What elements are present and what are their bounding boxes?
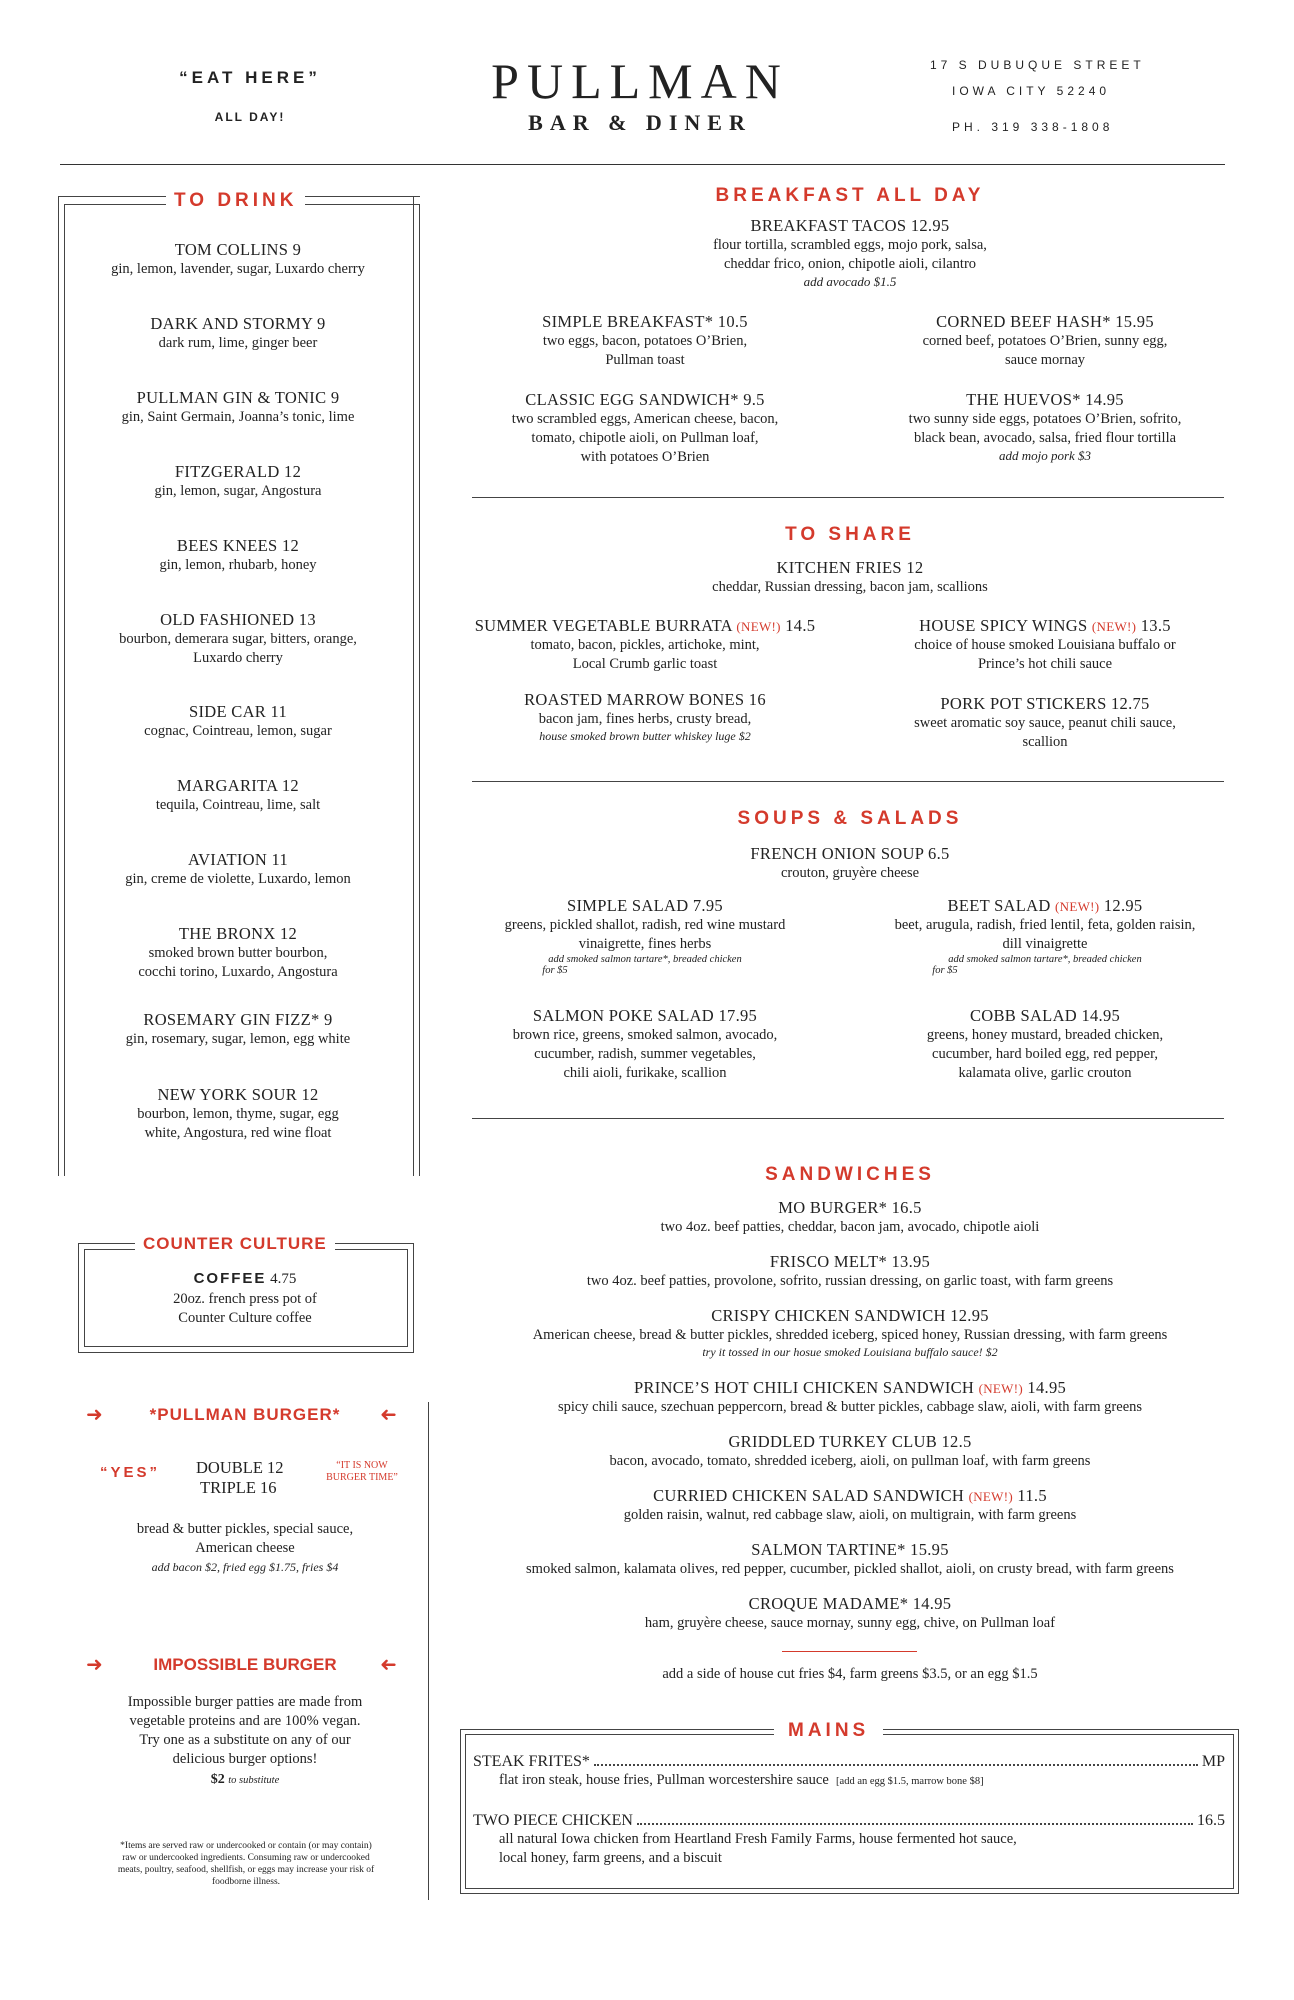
- item-name: CRISPY CHICKEN SANDWICH: [711, 1306, 946, 1325]
- drink-item: [68, 314, 408, 353]
- item-name: BEET SALAD: [947, 896, 1051, 915]
- item-price: 15.95: [910, 1540, 949, 1559]
- item-name: SALMON POKE SALAD: [532, 1006, 715, 1025]
- sandwich-item: [470, 1378, 1230, 1417]
- item-name: TWO PIECE CHICKEN: [473, 1812, 633, 1829]
- drink-name: DARK AND STORMY: [150, 314, 313, 333]
- item-price: 16: [748, 690, 766, 709]
- item-desc: corned beef, potatoes O’Brien, sunny egg,: [922, 333, 1168, 349]
- burger-desc-2: American cheese: [195, 1540, 295, 1556]
- drink-desc: Luxardo cherry: [193, 650, 283, 666]
- item-price: MP: [1201, 1753, 1225, 1770]
- item-desc: Prince’s hot chili sauce: [977, 656, 1113, 672]
- item-name: STEAK FRITES*: [473, 1753, 590, 1770]
- section-divider: [472, 1118, 1224, 1119]
- item-note: [add an egg $1.5, marrow bone $8]: [836, 1776, 984, 1787]
- item-price: 14.95: [1027, 1378, 1067, 1397]
- item-price: 14.95: [912, 1594, 952, 1613]
- item-price: 12.95: [910, 216, 950, 235]
- drink-name: OLD FASHIONED: [160, 610, 295, 629]
- item-name: CROQUE MADAME*: [748, 1594, 909, 1613]
- house-spicy-wings: [870, 616, 1220, 674]
- item-desc: flat iron steak, house fries, Pullman worcestershire sauce: [499, 1772, 829, 1788]
- pork-pot-stickers: [870, 694, 1220, 752]
- item-desc: local honey, farm greens, and a biscuit: [499, 1850, 722, 1866]
- impossible-heading: IMPOSSIBLE BURGER: [153, 1655, 337, 1674]
- breakfast-tacos: [470, 216, 1230, 290]
- coffee-desc-2: Counter Culture coffee: [178, 1310, 312, 1326]
- item-price: 12.95: [1103, 896, 1143, 915]
- item-name: PORK POT STICKERS: [940, 694, 1107, 713]
- impossible-price-note: to substitute: [228, 1775, 280, 1786]
- drink-desc: gin, creme de violette, Luxardo, lemon: [125, 871, 351, 887]
- drink-price: 11: [270, 702, 288, 721]
- drink-name: PULLMAN GIN & TONIC: [136, 388, 327, 407]
- item-desc: chili aioli, furikake, scallion: [563, 1065, 727, 1081]
- drink-name: SIDE CAR: [188, 702, 267, 721]
- coffee-price: 4.75: [270, 1271, 297, 1287]
- item-desc: golden raisin, walnut, red cabbage slaw, aioli, on multigrain, with farm greens: [623, 1507, 1077, 1523]
- dot-leader: [594, 1764, 1198, 1766]
- drink-desc: cognac, Cointreau, lemon, sugar: [144, 723, 332, 739]
- coffee-item: [84, 1270, 406, 1288]
- sandwich-item: [470, 1540, 1230, 1579]
- drink-desc: gin, Saint Germain, Joanna’s tonic, lime: [121, 409, 355, 425]
- drink-item: [68, 1010, 408, 1049]
- item-price: 17.95: [718, 1006, 758, 1025]
- item-price: 7.95: [692, 896, 723, 915]
- sandwich-item: [470, 1432, 1230, 1471]
- item-name: FRENCH ONION SOUP: [750, 844, 924, 863]
- drink-desc: gin, lemon, rhubarb, honey: [159, 557, 317, 573]
- drink-price: 9: [324, 1010, 333, 1029]
- item-name: COBB SALAD: [969, 1006, 1077, 1025]
- item-desc: American cheese, bread & butter pickles, shredded iceberg, spiced honey, Russian dressing, with farm greens: [532, 1327, 1168, 1343]
- item-price: 14.95: [1081, 1006, 1121, 1025]
- burger-triple: TRIPLE 16: [200, 1478, 277, 1497]
- disclaimer-line-1: *Items are served raw or undercooked or contain (or may contain): [120, 1841, 372, 1851]
- item-desc: bacon jam, fines herbs, crusty bread,: [538, 711, 752, 727]
- drink-name: THE BRONX: [178, 924, 276, 943]
- simple-breakfast: [480, 312, 810, 370]
- item-desc: cheddar frico, onion, chipotle aioli, cilantro: [723, 256, 977, 272]
- item-desc: greens, honey mustard, breaded chicken,: [926, 1027, 1164, 1043]
- item-desc: sauce mornay: [1004, 352, 1086, 368]
- french-onion-soup: [470, 844, 1230, 883]
- item-desc: two 4oz. beef patties, provolone, sofrito, russian dressing, on garlic toast, with farm greens: [586, 1273, 1114, 1289]
- dot-leader: [637, 1823, 1193, 1825]
- address-city: IOWA CITY 52240: [952, 84, 1111, 98]
- item-name: SUMMER VEGETABLE BURRATA: [474, 616, 732, 635]
- section-divider: [472, 781, 1224, 782]
- item-note: house smoked brown butter whiskey luge $2: [539, 729, 751, 743]
- burger-time-note-1: “IT IS NOW: [336, 1460, 388, 1471]
- item-desc: all natural Iowa chicken from Heartland Fresh Family Farms, house fermented hot sauce,: [499, 1831, 1017, 1847]
- item-note: for $5: [932, 965, 958, 976]
- item-name: HOUSE SPICY WINGS: [919, 616, 1088, 635]
- phone-number: PH. 319 338-1808: [952, 120, 1114, 134]
- sandwich-item: [470, 1198, 1230, 1237]
- item-desc: dill vinaigrette: [1002, 936, 1088, 952]
- item-price: 15.95: [1115, 312, 1154, 331]
- item-price: 13.5: [1140, 616, 1171, 635]
- item-desc: spicy chili sauce, szechuan peppercorn, bread & butter pickles, cabbage slaw, aioli, with farm greens: [557, 1399, 1143, 1415]
- logo-main: PULLMAN: [491, 53, 789, 109]
- drink-price: 12: [280, 924, 298, 943]
- item-name: PRINCE’S HOT CHILI CHICKEN SANDWICH: [633, 1378, 975, 1397]
- item-desc: choice of house smoked Louisiana buffalo or: [914, 637, 1176, 653]
- drink-item: [68, 1085, 408, 1143]
- arrow-left-icon: ➜: [380, 1654, 397, 1676]
- breakfast-heading: BREAKFAST ALL DAY: [715, 185, 985, 206]
- section-divider: [472, 497, 1224, 498]
- sides-divider: [782, 1651, 917, 1652]
- sandwich-item: [470, 1486, 1230, 1525]
- the-huevos: [870, 390, 1220, 464]
- disclaimer: [78, 1840, 414, 1888]
- item-name: CURRIED CHICKEN SALAD SANDWICH: [653, 1486, 965, 1505]
- drink-price: 12: [301, 1085, 319, 1104]
- drink-price: 9: [330, 388, 340, 407]
- item-price: 12.75: [1110, 694, 1150, 713]
- beet-salad: [855, 896, 1235, 976]
- item-desc: black bean, avocado, salsa, fried flour tortilla: [913, 430, 1177, 446]
- item-desc: two eggs, bacon, potatoes O’Brien,: [542, 333, 748, 349]
- address-street: 17 S DUBUQUE STREET: [930, 58, 1145, 72]
- new-badge: (NEW!): [978, 1381, 1023, 1396]
- coffee-desc-1: 20oz. french press pot of: [173, 1291, 317, 1307]
- counter-heading: COUNTER CULTURE: [135, 1234, 335, 1254]
- item-desc: flour tortilla, scrambled eggs, mojo pork, salsa,: [713, 237, 987, 253]
- drink-item: [68, 388, 408, 427]
- drink-desc: cocchi torino, Luxardo, Angostura: [138, 964, 338, 980]
- item-desc: cucumber, radish, summer vegetables,: [534, 1046, 756, 1062]
- disclaimer-line-3: meats, poultry, seafood, shellfish, or eggs may increase your risk of: [117, 1865, 375, 1875]
- drink-price: 11: [271, 850, 289, 869]
- item-note: try it tossed in our hosue smoked Louisiana buffalo sauce! $2: [702, 1345, 998, 1359]
- item-desc: two 4oz. beef patties, cheddar, bacon jam, avocado, chipotle aioli: [660, 1219, 1040, 1235]
- item-name: FRISCO MELT*: [769, 1252, 888, 1271]
- sandwich-sides: add a side of house cut fries $4, farm greens $3.5, or an egg $1.5: [662, 1666, 1038, 1682]
- mains-heading: MAINS: [774, 1720, 883, 1742]
- drink-desc: tequila, Cointreau, lime, salt: [155, 797, 321, 813]
- drink-price: 12: [281, 536, 300, 555]
- two-piece-chicken: [473, 1812, 1225, 1868]
- item-desc: ham, gruyère cheese, sauce mornay, sunny egg, chive, on Pullman loaf: [644, 1615, 1056, 1631]
- impossible-price-row: [88, 1772, 402, 1788]
- drink-item: [68, 924, 408, 982]
- impossible-line-2: vegetable proteins and are 100% vegan.: [129, 1713, 361, 1729]
- item-note: add avocado $1.5: [803, 274, 897, 289]
- item-price: 16.5: [1197, 1812, 1225, 1829]
- impossible-price: $2: [210, 1772, 225, 1787]
- item-desc: kalamata olive, garlic crouton: [958, 1065, 1132, 1081]
- item-note: for $5: [542, 965, 568, 976]
- burger-divider: [428, 1402, 429, 1900]
- item-desc: two scrambled eggs, American cheese, bacon,: [511, 411, 779, 427]
- arrow-right-icon: ➜: [86, 1654, 103, 1676]
- item-name: GRIDDLED TURKEY CLUB: [728, 1432, 938, 1451]
- new-badge: (NEW!): [1055, 899, 1100, 914]
- burger-time-note-2: BURGER TIME”: [326, 1472, 398, 1483]
- item-price: 14.5: [785, 616, 816, 635]
- item-name: KITCHEN FRIES: [776, 558, 902, 577]
- sandwich-item: [470, 1252, 1230, 1291]
- item-price: 6.5: [928, 844, 950, 863]
- item-desc: greens, pickled shallot, radish, red wine mustard: [504, 917, 786, 933]
- drinks-heading: TO DRINK: [166, 190, 305, 212]
- drink-desc: gin, lemon, sugar, Angostura: [154, 483, 322, 499]
- drink-price: 9: [317, 314, 326, 333]
- soups-heading: SOUPS & SALADS: [737, 808, 963, 829]
- drink-price: 12: [284, 462, 302, 481]
- burger-yes: “YES”: [100, 1464, 161, 1481]
- coffee-name: COFFEE: [193, 1270, 267, 1287]
- impossible-line-4: delicious burger options!: [172, 1751, 318, 1767]
- drink-item: [68, 610, 408, 668]
- disclaimer-line-2: raw or undercooked ingredients. Consuming raw or undercooked: [122, 1853, 370, 1863]
- item-desc: bacon, avocado, tomato, shredded iceberg, aioli, on pullman loaf, with farm greens: [609, 1453, 1091, 1469]
- drink-desc: smoked brown butter bourbon,: [148, 945, 328, 961]
- item-name: THE HUEVOS*: [966, 390, 1081, 409]
- drink-desc: bourbon, demerara sugar, bitters, orange,: [119, 631, 357, 647]
- salmon-poke-salad: [470, 1006, 820, 1083]
- item-desc: beet, arugula, radish, fried lentil, feta, golden raisin,: [894, 917, 1196, 933]
- drink-item: [68, 462, 408, 501]
- new-badge: (NEW!): [736, 619, 781, 634]
- item-desc: brown rice, greens, smoked salmon, avocado,: [512, 1027, 778, 1043]
- drink-item: [68, 776, 408, 815]
- drink-price: 13: [298, 610, 316, 629]
- item-desc: tomato, bacon, pickles, artichoke, mint,: [530, 637, 760, 653]
- drink-name: FITZGERALD: [174, 462, 280, 481]
- item-price: 12.5: [941, 1432, 972, 1451]
- steak-frites: [473, 1753, 1225, 1791]
- item-name: SIMPLE SALAD: [567, 896, 689, 915]
- item-price: 10.5: [717, 312, 748, 331]
- item-desc: cheddar, Russian dressing, bacon jam, scallions: [712, 579, 988, 595]
- item-desc: Pullman toast: [605, 352, 685, 368]
- item-name: CORNED BEEF HASH*: [936, 312, 1111, 331]
- burger-addons: add bacon $2, fried egg $1.75, fries $4: [151, 1560, 339, 1574]
- new-badge: (NEW!): [968, 1489, 1013, 1504]
- pullman-burger-heading: *PULLMAN BURGER*: [149, 1405, 341, 1424]
- drink-desc: gin, rosemary, sugar, lemon, egg white: [125, 1031, 351, 1047]
- drink-name: NEW YORK SOUR: [157, 1085, 298, 1104]
- header-divider: [60, 164, 1225, 165]
- item-name: ROASTED MARROW BONES: [524, 690, 745, 709]
- drink-desc: dark rum, lime, ginger beer: [158, 335, 318, 351]
- drink-item: [68, 850, 408, 889]
- drink-desc: gin, lemon, lavender, sugar, Luxardo cherry: [111, 261, 365, 277]
- arrow-left-icon: ➜: [380, 1404, 397, 1426]
- roasted-marrow-bones: [470, 690, 820, 744]
- impossible-line-3: Try one as a substitute on any of our: [139, 1732, 351, 1748]
- drink-item: [68, 702, 408, 741]
- drink-desc: bourbon, lemon, thyme, sugar, egg: [137, 1106, 339, 1122]
- item-price: 14.95: [1085, 390, 1124, 409]
- item-price: 9.5: [743, 390, 765, 409]
- item-price: 13.95: [891, 1252, 931, 1271]
- drink-price: 12: [281, 776, 299, 795]
- corned-beef-hash: [880, 312, 1210, 370]
- sandwich-item: [470, 1594, 1230, 1633]
- item-desc: scallion: [1022, 734, 1068, 750]
- item-name: MO BURGER*: [778, 1198, 888, 1217]
- item-price: 12.95: [950, 1306, 989, 1325]
- summer-burrata: [460, 616, 830, 674]
- item-desc: two sunny side eggs, potatoes O’Brien, sofrito,: [908, 411, 1182, 427]
- item-price: 16.5: [891, 1198, 922, 1217]
- burger-double: DOUBLE 12: [196, 1458, 284, 1477]
- new-badge: (NEW!): [1091, 619, 1137, 634]
- burger-desc-1: bread & butter pickles, special sauce,: [136, 1521, 354, 1537]
- disclaimer-line-4: foodborne illness.: [211, 1877, 281, 1887]
- drink-name: BEES KNEES: [176, 536, 278, 555]
- arrow-right-icon: ➜: [86, 1404, 103, 1426]
- item-name: BREAKFAST TACOS: [750, 216, 907, 235]
- impossible-line-1: Impossible burger patties are made from: [127, 1694, 363, 1710]
- classic-egg-sandwich: [470, 390, 820, 467]
- slogan-sub: ALL DAY!: [214, 110, 286, 124]
- drink-name: AVIATION: [187, 850, 268, 869]
- drink-item: [68, 536, 408, 575]
- drink-name: ROSEMARY GIN FIZZ*: [143, 1010, 320, 1029]
- drink-item: [68, 240, 408, 279]
- item-name: CLASSIC EGG SANDWICH*: [525, 390, 739, 409]
- drink-desc: white, Angostura, red wine float: [144, 1125, 332, 1141]
- sandwich-item: [470, 1306, 1230, 1360]
- share-heading: TO SHARE: [785, 524, 915, 545]
- sandwiches-heading: SANDWICHES: [765, 1164, 935, 1185]
- item-desc: tomato, chipotle aioli, on Pullman loaf,: [531, 430, 759, 446]
- drink-price: 9: [292, 240, 302, 259]
- item-price: 12: [906, 558, 924, 577]
- item-note: add smoked salmon tartare*, breaded chicken: [948, 954, 1142, 965]
- item-desc: smoked salmon, kalamata olives, red pepper, cucumber, pickled shallot, aioli, on crusty bread, with farm greens: [526, 1561, 1174, 1577]
- drink-name: MARGARITA: [177, 776, 278, 795]
- item-desc: sweet aromatic soy sauce, peanut chili sauce,: [914, 715, 1176, 731]
- item-desc: Local Crumb garlic toast: [572, 656, 718, 672]
- item-desc: with potatoes O’Brien: [580, 449, 710, 465]
- item-price: 11.5: [1017, 1486, 1047, 1505]
- item-note: add mojo pork $3: [998, 448, 1092, 463]
- cobb-salad: [870, 1006, 1220, 1083]
- item-desc: cucumber, hard boiled egg, red pepper,: [932, 1046, 1158, 1062]
- item-desc: crouton, gruyère cheese: [780, 865, 920, 881]
- item-note: add smoked salmon tartare*, breaded chicken: [548, 954, 742, 965]
- item-name: SIMPLE BREAKFAST*: [542, 312, 714, 331]
- item-name: SALMON TARTINE*: [751, 1540, 906, 1559]
- drink-name: TOM COLLINS: [174, 240, 289, 259]
- logo-sub: BAR & DINER: [528, 110, 752, 135]
- slogan: “EAT HERE”: [179, 68, 321, 87]
- item-desc: vinaigrette, fines herbs: [578, 936, 712, 952]
- kitchen-fries: [470, 558, 1230, 597]
- simple-salad: [470, 896, 820, 976]
